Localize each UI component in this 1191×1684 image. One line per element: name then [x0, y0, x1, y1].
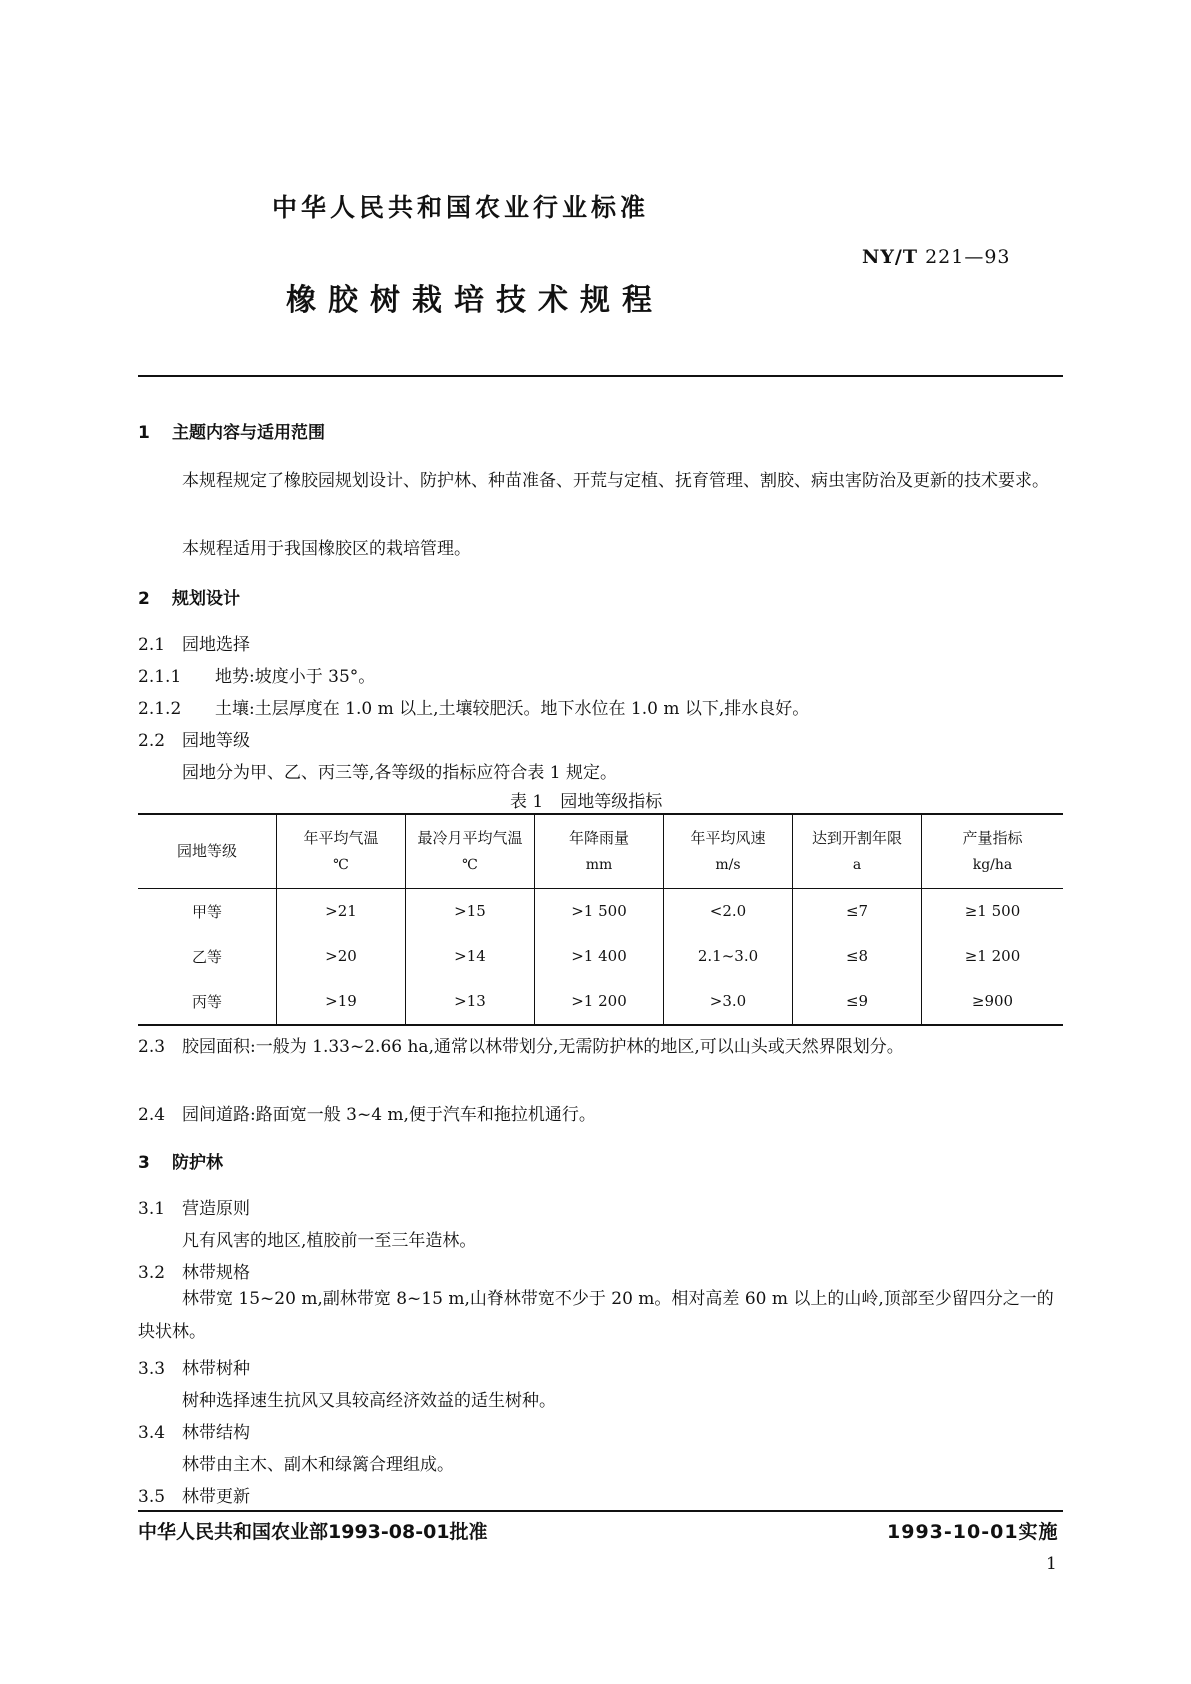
table-header-cell: 年平均气温 ℃: [277, 814, 406, 888]
garden-grade-table: [138, 813, 1063, 1026]
section-number: 2: [138, 589, 150, 609]
table-cell: >1 400: [535, 934, 664, 979]
section-3-heading: [138, 1148, 223, 1173]
table-cell: ≥900: [971, 992, 1014, 1010]
subsection-number: 2.3: [138, 1037, 166, 1057]
footer-rule: [138, 1510, 1063, 1512]
effective-date: 1993-10-01实施: [887, 1521, 1059, 1543]
table-cell: >20: [277, 934, 406, 979]
section-title: 防护林: [172, 1153, 223, 1173]
table-cell: >13: [406, 979, 535, 1025]
subsection-title: 园地等级: [182, 731, 250, 751]
page-number: 1: [1046, 1554, 1057, 1574]
paragraph: 本规程规定了橡胶园规划设计、防护林、种苗准备、开荒与定植、抚育管理、割胶、病虫害防治及更新的技术要求。: [182, 471, 1049, 491]
table-cell: >21: [277, 888, 406, 934]
table-cell: ≤9: [793, 979, 922, 1025]
subsection-number: 2.1: [138, 635, 166, 655]
table-cell: 2.1~3.0: [664, 934, 793, 979]
section-title: 主题内容与适用范围: [172, 423, 325, 443]
table-cell: 丙等: [138, 979, 277, 1025]
subsection-number: 3.1: [138, 1199, 166, 1219]
subsection-number: 2.2: [138, 731, 166, 751]
table-cell: ≤8: [793, 934, 922, 979]
subsection-number: 2.1.2: [138, 699, 182, 719]
subsection-2-3: [138, 1031, 1063, 1064]
subsection-2-1: [138, 630, 250, 655]
subsection-2-2: [138, 726, 250, 751]
subsection-title: 林带规格: [182, 1263, 250, 1283]
subsection-number: 3.3: [138, 1359, 166, 1379]
table-row: [138, 934, 1063, 979]
table-cell: ≥1 200: [964, 947, 1021, 965]
subsection-number: 3.4: [138, 1423, 166, 1443]
header-rule: [138, 375, 1063, 377]
standard-prefix: NY/T: [862, 246, 919, 268]
subsection-number: 3.2: [138, 1263, 166, 1283]
section-number: 1: [138, 423, 150, 443]
approval-date: 中华人民共和国农业部1993-08-01批准: [138, 1521, 488, 1543]
table-cell: >3.0: [664, 979, 793, 1025]
section-number: 3: [138, 1153, 150, 1173]
subsection-text: 胶园面积:一般为 1.33~2.66 ha,通常以林带划分,无需防护林的地区,可以山头或天然界限划分。: [182, 1037, 904, 1057]
table-cell: 甲等: [138, 888, 277, 934]
subsection-text: 地势:坡度小于 35°。: [215, 667, 376, 687]
table-header-cell: 园地等级: [138, 814, 277, 888]
table-row: [138, 888, 1063, 934]
paragraph: 林带由主木、副木和绿篱合理组成。: [182, 1455, 454, 1475]
subsection-title: 林带结构: [182, 1423, 250, 1443]
subsection-3-2: [138, 1258, 250, 1283]
paragraph: 林带宽 15~20 m,副林带宽 8~15 m,山脊林带宽不少于 20 m。相对高差 60 m 以上的山岭,顶部至少留四分之一的块状林。: [138, 1289, 1054, 1342]
subsection-title: 园地选择: [182, 635, 250, 655]
table-cell: >14: [406, 934, 535, 979]
subsection-text: 土壤:土层厚度在 1.0 m 以上,土壤较肥沃。地下水位在 1.0 m 以下,排水良好。: [215, 699, 810, 719]
subsection-title: 林带树种: [182, 1359, 250, 1379]
table-cell: 乙等: [138, 934, 277, 979]
table-cell: ≤7: [793, 888, 922, 934]
subsection-3-5: [138, 1482, 250, 1507]
paragraph: 树种选择速生抗风又具较高经济效益的适生树种。: [182, 1391, 556, 1411]
subsection-2-1-1: [138, 662, 375, 687]
table-row: [138, 979, 1063, 1025]
paragraph: 本规程适用于我国橡胶区的栽培管理。: [182, 539, 471, 559]
section-1-heading: [138, 418, 325, 443]
subsection-title: 林带更新: [182, 1487, 250, 1507]
table-cell: <2.0: [664, 888, 793, 934]
table-header-cell: 年降雨量 mm: [535, 814, 664, 888]
table-header-cell: 产量指标 kg/ha: [922, 814, 1064, 888]
table-cell: >1 200: [535, 979, 664, 1025]
table-header-cell: 最冷月平均气温 ℃: [406, 814, 535, 888]
table-caption: 表 1 园地等级指标: [510, 792, 663, 812]
subsection-number: 2.4: [138, 1105, 166, 1125]
table-header-cell: 达到开割年限 a: [793, 814, 922, 888]
table-cell: ≥1 500: [964, 902, 1021, 920]
standard-code: [862, 246, 1011, 268]
table-header-cell: 年平均风速 m/s: [664, 814, 793, 888]
subsection-3-4: [138, 1418, 250, 1443]
table-cell: >19: [277, 979, 406, 1025]
paragraph: 凡有风害的地区,植胶前一至三年造林。: [182, 1231, 477, 1251]
subsection-number: 2.1.1: [138, 667, 182, 687]
table-header-row: [138, 814, 1063, 888]
standard-number: 221—93: [925, 246, 1011, 268]
subsection-number: 3.5: [138, 1487, 166, 1507]
subsection-title: 营造原则: [182, 1199, 250, 1219]
subsection-2-4: [138, 1100, 596, 1125]
section-title: 规划设计: [172, 589, 240, 609]
subsection-3-1: [138, 1194, 250, 1219]
subsection-text: 园间道路:路面宽一般 3~4 m,便于汽车和拖拉机通行。: [182, 1105, 596, 1125]
paragraph: 园地分为甲、乙、丙三等,各等级的指标应符合表 1 规定。: [182, 763, 618, 783]
standard-type-heading: 中华人民共和国农业行业标准: [272, 193, 650, 222]
subsection-2-1-2: [138, 694, 809, 719]
section-2-heading: [138, 584, 240, 609]
document-title: 橡胶树栽培技术规程: [286, 283, 664, 318]
table-cell: >1 500: [535, 888, 664, 934]
subsection-3-3: [138, 1354, 250, 1379]
table-cell: >15: [406, 888, 535, 934]
